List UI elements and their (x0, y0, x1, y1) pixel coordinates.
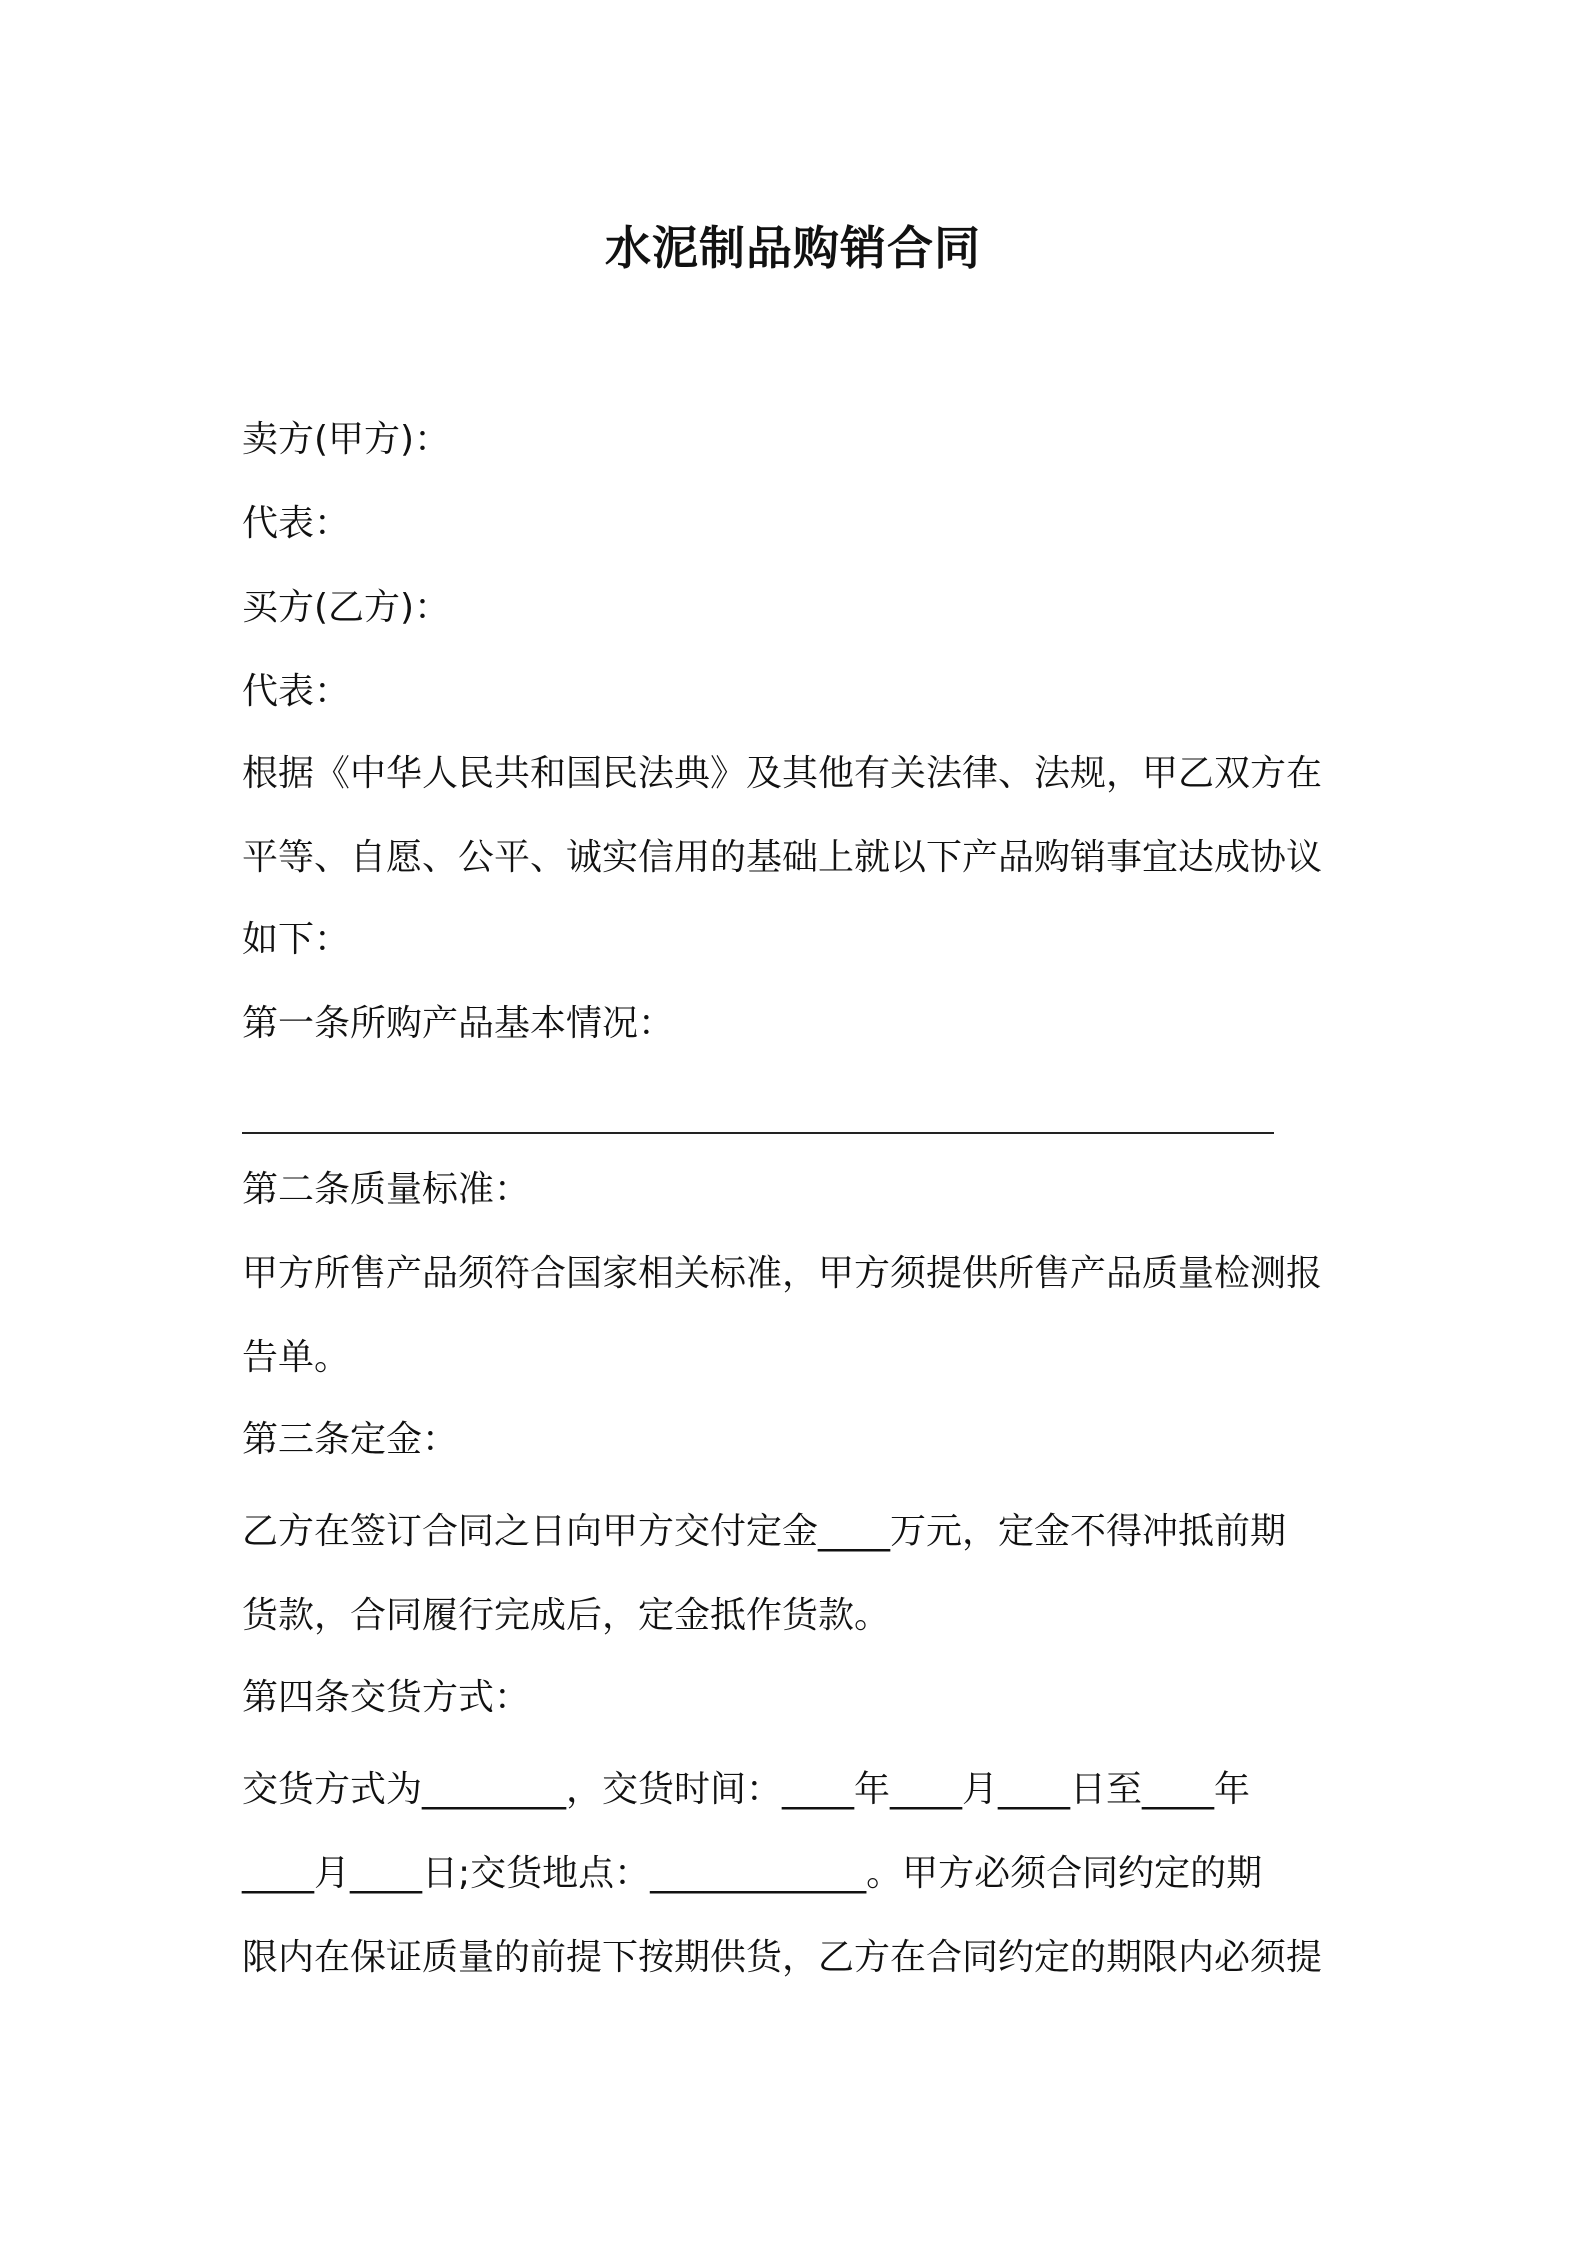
article-2-heading: 第二条质量标准： (242, 1169, 531, 1210)
buyer-party-line: 买方(乙方)： (242, 587, 451, 628)
preamble-line-2: 平等、自愿、公平、诚实信用的基础上就以下产品购销事宜达成协议 (242, 837, 1323, 878)
document-title: 水泥制品购销合同 (605, 221, 981, 275)
article-4-text-line-3: 限内在保证质量的前提下按期供货，乙方在合同约定的期限内必须提 (242, 1937, 1323, 1978)
article-3-text-line-1: 乙方在签订合同之日向甲方交付定金____万元，定金不得冲抵前期 (242, 1511, 1287, 1552)
article-4-text-line-1: 交货方式为________，交货时间：____年____月____日至____年 (242, 1769, 1251, 1810)
buyer-representative-line: 代表： (242, 671, 351, 712)
article-1-heading: 第一条所购产品基本情况： (242, 1003, 675, 1044)
article-4-text-line-2: ____月____日;交货地点：____________。甲方必须合同约定的期 (242, 1853, 1263, 1894)
article-4-heading: 第四条交货方式： (242, 1677, 531, 1718)
article-3-text-line-2: 货款，合同履行完成后，定金抵作货款。 (242, 1595, 891, 1636)
seller-representative-line: 代表： (242, 503, 351, 544)
article-2-text-line-1: 甲方所售产品须符合国家相关标准，甲方须提供所售产品质量检测报 (242, 1253, 1323, 1294)
article-2-text-line-2: 告单。 (242, 1337, 351, 1378)
preamble-line-1: 根据《中华人民共和国民法典》及其他有关法律、法规，甲乙双方在 (242, 753, 1323, 794)
article-3-heading: 第三条定金： (242, 1419, 459, 1460)
preamble-line-3: 如下： (242, 919, 351, 960)
seller-party-line: 卖方(甲方)： (242, 419, 451, 460)
article-1-blank-line (242, 1132, 1274, 1134)
